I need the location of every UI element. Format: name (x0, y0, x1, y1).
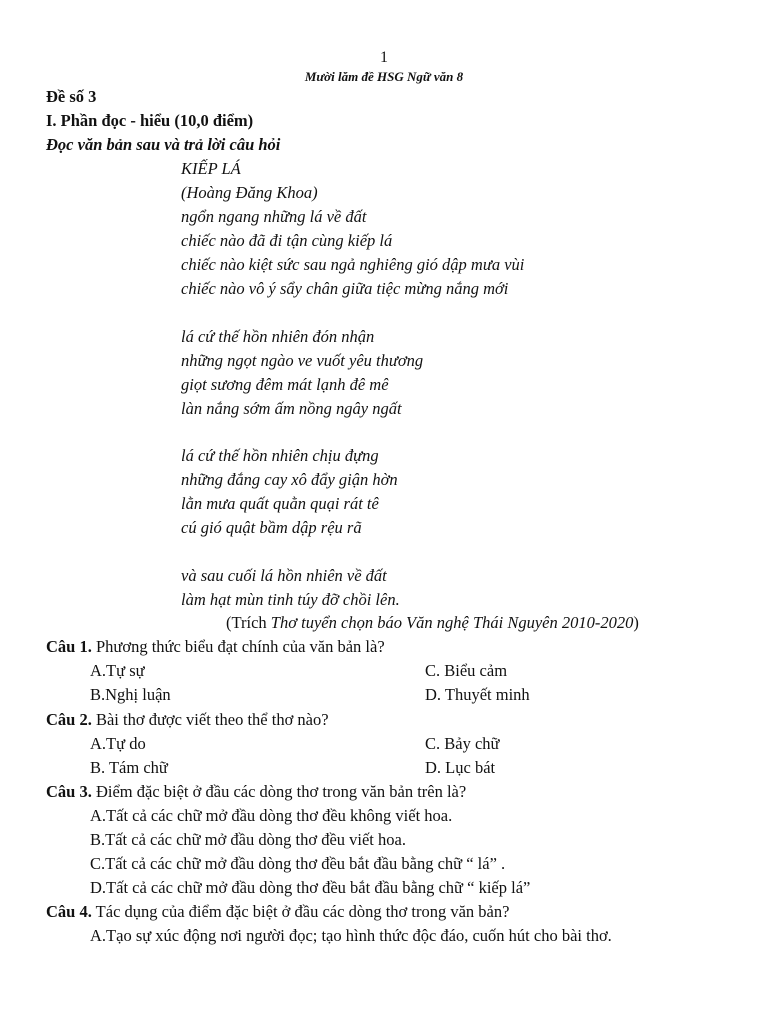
poem-line: làm hạt mùn tinh túy đỡ chồi lên. (181, 590, 400, 609)
poem-line: chiếc nào đã đi tận cùng kiếp lá (181, 231, 393, 250)
poem-line: cú gió quật bầm dập rệu rã (181, 518, 362, 537)
poem-line: lá cứ thế hồn nhiên đón nhận (181, 327, 375, 346)
poem-source (226, 613, 639, 633)
poem-line: những ngọt ngào ve vuốt yêu thương (181, 351, 424, 370)
option-d: D. Thuyết minh (425, 685, 530, 704)
option-d: D. Lục bát (425, 758, 496, 777)
poem-line: chiếc nào vô ý sẩy chân giữa tiệc mừng nắng mới (181, 279, 509, 298)
instruction-text: Đọc văn bản sau và trả lời câu hỏi (46, 135, 281, 154)
poem-title: KIẾP LÁ (181, 159, 241, 178)
poem-source-suffix: ) (633, 613, 639, 632)
question-2 (46, 710, 329, 730)
poem-line: những đắng cay xô đẩy giận hờn (181, 470, 398, 489)
question-label: Câu 4. (46, 902, 92, 921)
option-a: A.Tự sự (90, 661, 145, 680)
poem-line: ngổn ngang những lá về đất (181, 207, 367, 226)
question-label: Câu 3. (46, 782, 92, 801)
poem-line: và sau cuối lá hồn nhiên về đất (181, 566, 387, 585)
poem-source-prefix: (Trích (226, 613, 271, 632)
option-c: C. Bảy chữ (425, 734, 500, 753)
poem-source-title: Thơ tuyển chọn báo Văn nghệ Thái Nguyên 2010-2020 (270, 613, 634, 632)
poem-line: lá cứ thế hồn nhiên chịu đựng (181, 446, 379, 465)
poem-line: giọt sương đêm mát lạnh đê mê (181, 375, 389, 394)
question-4 (46, 902, 509, 922)
question-text: Bài thơ được viết theo thể thơ nào? (91, 710, 329, 729)
question-3 (46, 782, 466, 802)
option-b: B.Tất cả các chữ mở đầu dòng thơ đều viết hoa. (90, 830, 406, 849)
option-a: A.Tạo sự xúc động nơi người đọc; tạo hình thức độc đáo, cuốn hút cho bài thơ. (90, 926, 612, 945)
option-c: C.Tất cả các chữ mở đầu dòng thơ đều bắt đầu bằng chữ “ lá” . (90, 854, 506, 873)
poem-line: làn nắng sớm ấm nồng ngây ngất (181, 399, 402, 418)
option-a: A.Tự do (90, 734, 146, 753)
question-label: Câu 1. (46, 637, 92, 656)
option-a: A.Tất cả các chữ mở đầu dòng thơ đều không viết hoa. (90, 806, 453, 825)
document-header-title: Mười lăm đề HSG Ngữ văn 8 (304, 69, 464, 84)
question-text: Phương thức biểu đạt chính của văn bản là? (91, 637, 385, 656)
option-d: D.Tất cả các chữ mở đầu dòng thơ đều bắt đầu bằng chữ “ kiếp lá” (90, 878, 531, 897)
page-number: 1 (380, 49, 388, 66)
question-1 (46, 637, 385, 657)
option-b: B. Tám chữ (90, 758, 168, 777)
section-heading: I. Phần đọc - hiểu (10,0 điểm) (46, 111, 254, 130)
question-text: Tác dụng của điểm đặc biệt ở đầu các dòng thơ trong văn bản? (91, 902, 510, 921)
poem-line: lằn mưa quất quằn quại rát tê (181, 494, 379, 513)
poem-line: chiếc nào kiệt sức sau ngả nghiêng gió dập mưa vùi (181, 255, 525, 274)
option-c: C. Biểu cảm (425, 661, 508, 680)
question-label: Câu 2. (46, 710, 92, 729)
option-b: B.Nghị luận (90, 685, 171, 704)
question-text: Điểm đặc biệt ở đầu các dòng thơ trong văn bản trên là? (91, 782, 467, 801)
exam-label: Đề số 3 (46, 87, 97, 106)
poem-author: (Hoàng Đăng Khoa) (181, 183, 318, 202)
